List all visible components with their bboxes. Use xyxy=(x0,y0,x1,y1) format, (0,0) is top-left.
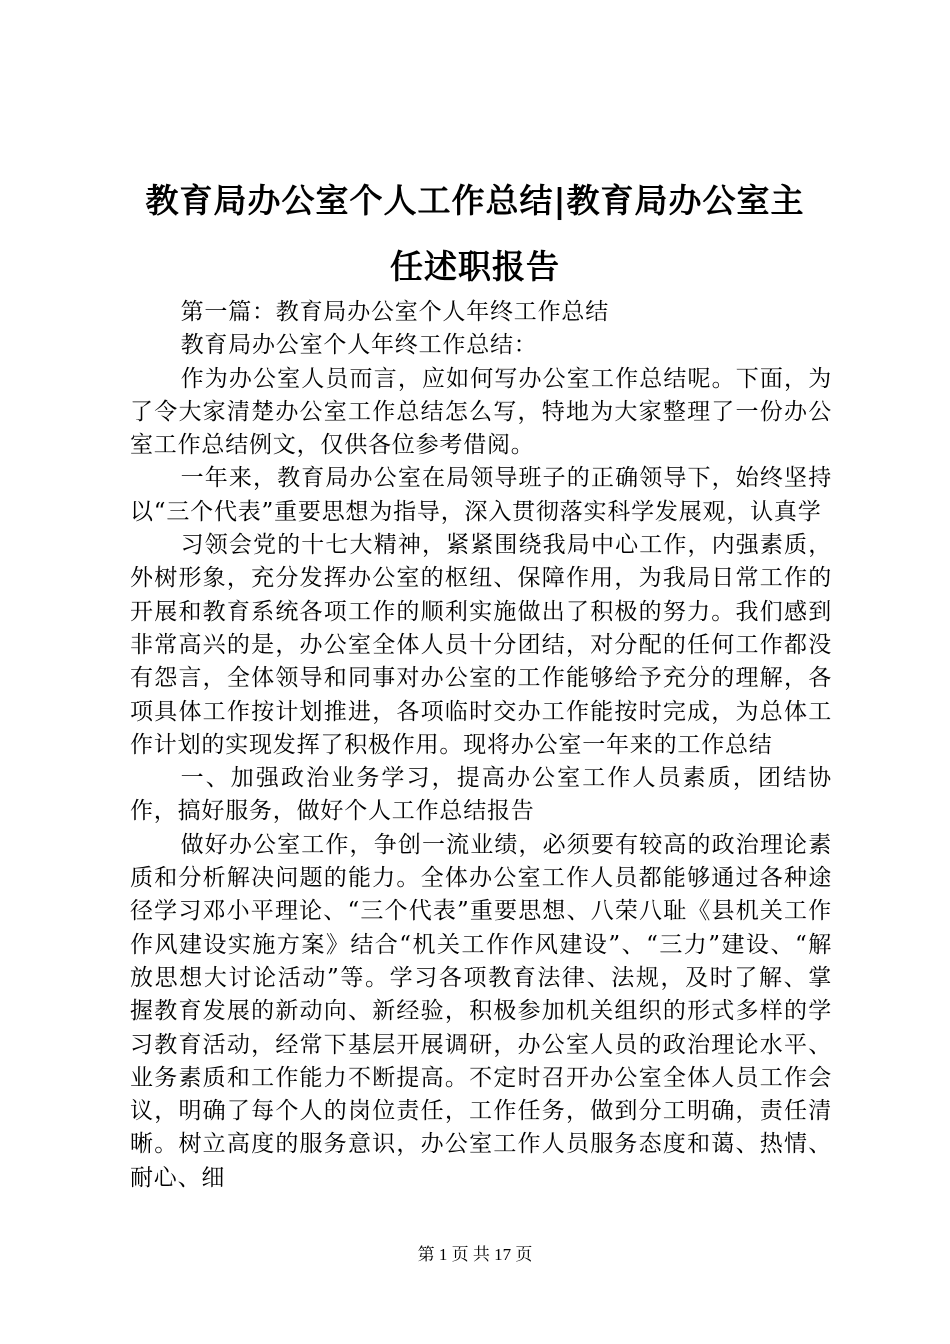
paragraph-intro: 作为办公室人员而言，应如何写办公室工作总结呢。下面，为了令大家清楚办公室工作总结怎么写，特地为大家整理了一份办公室工作总结例文，仅供各位参考借阅。 xyxy=(130,365,832,459)
document-body xyxy=(130,296,832,1195)
section-heading-1: 第一篇：教育局办公室个人年终工作总结 xyxy=(180,299,609,325)
subheading: 教育局办公室个人年终工作总结： xyxy=(180,332,538,359)
title-line-1: 教育局办公室个人工作总结|教育局办公室主 xyxy=(145,181,805,220)
title-line-2: 任述职报告 xyxy=(390,247,560,286)
paragraph-summary: 习领会党的十七大精神，紧紧围绕我局中心工作，内强素质，外树形象，充分发挥办公室的枢纽、保障作用，为我局日常工作的开展和教育系统各项工作的顺利实施做出了积极的努力。我们感到非常高兴的是，办公室全体人员十分团结，对分配的任何工作都没有怨言，全体领导和同事对办公室的工作能够给予充分的理解，各项具体工作按计划推进，各项临时交办工作能按时完成，为总体工作计划的实现发挥了积极作用。现将办公室一年来的工作总结 xyxy=(130,532,832,758)
paragraph-overview: 一年来，教育局办公室在局领导班子的正确领导下，始终坚持以“三个代表”重要思想为指导，深入贯彻落实科学发展观，认真学 xyxy=(130,465,832,525)
document-title xyxy=(120,168,830,300)
section-heading-2: 一、加强政治业务学习，提高办公室工作人员素质，团结协作，搞好服务，做好个人工作总结报告 xyxy=(130,765,832,825)
page-number-footer: 第 1 页 共 17 页 xyxy=(417,1245,533,1264)
paragraph-study: 做好办公室工作，争创一流业绩，必须要有较高的政治理论素质和分析解决问题的能力。全体办公室工作人员都能够通过各种途径学习邓小平理论、“三个代表”重要思想、八荣八耻《县机关工作作风建设实施方案》结合“机关工作作风建设”、“三力”建设、“解放思想大讨论活动”等。学习各项教育法律、法规，及时了解、掌握教育发展的新动向、新经验，积极参加机关组织的形式多样的学习教育活动，经常下基层开展调研，办公室人员的政治理论水平、业务素质和工作能力不断提高。不定时召开办公室全体人员工作会议，明确了每个人的岗位责任，工作任务，做到分工明确，责任清晰。树立高度的服务意识，办公室工作人员服务态度和蔼、热情、耐心、细 xyxy=(130,831,832,1191)
